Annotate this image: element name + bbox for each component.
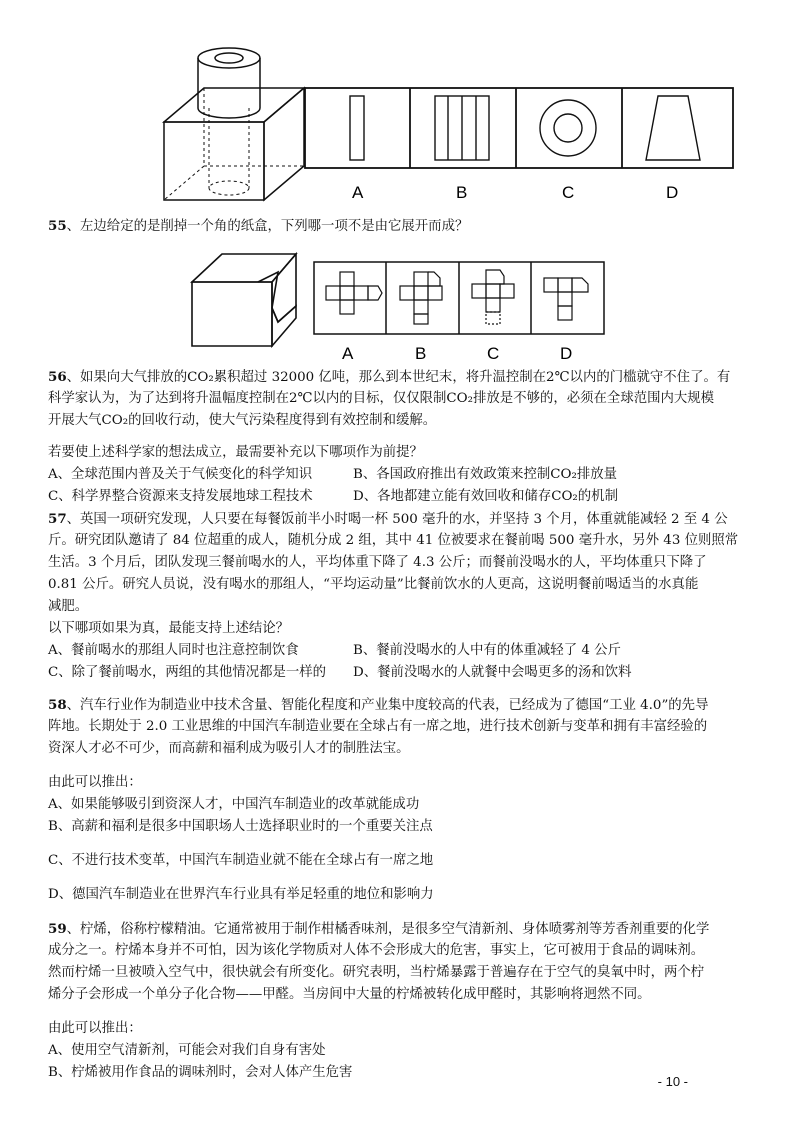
question-57 <box>48 508 760 531</box>
question-59-line-4: 烯分子会形成一个单分子化合物——甲醛。当房间中大量的柠烯被转化成甲醛时，其影响将迥然不同。 <box>48 987 651 1002</box>
question-58-prompt: 由此可以推出： <box>48 775 142 790</box>
question-55 <box>48 215 760 238</box>
question-56 <box>48 366 760 389</box>
question-line-1: 、汽车行业作为制造业中技术含量、智能化程度和产业集中度较高的代表，已经成为了德国“工业 4.0”的先导 <box>66 698 709 713</box>
question-57-line-3: 生活。3 个月后，团队发现三餐前喝水的人，平均体重下降了 4.3 公斤；而餐前没喝水的人，平均体重只下降了 <box>48 555 707 570</box>
question-56-line-3: 开展大气CO₂的回收行动，使大气污染程度得到有效控制和缓解。 <box>48 413 437 428</box>
q56-option-d[interactable]: D、各地都建立能有效回收和储存CO₂的机制 <box>353 489 618 504</box>
question-56-line-2: 科学家认为，为了达到将升温幅度控制在2℃以内的目标，仅仅限制CO₂排放是不够的，必须在全球范围内大规模 <box>48 391 715 406</box>
q57-options-row-1 <box>48 640 760 662</box>
question-line-1: 、如果向大气排放的CO₂累积超过 32000 亿吨，那么到本世纪末，将升温控制在2℃以内的门槛就守不住了。有 <box>66 370 731 385</box>
question-59-line-2: 成分之一。柠烯本身并不可怕，因为该化学物质对人体不会形成大的危害，事实上，它可被用于食品的调味剂。 <box>48 943 705 958</box>
question-59 <box>48 918 760 941</box>
figure-cube-cylinder <box>160 38 740 208</box>
cube-cylinder-drawing <box>164 48 304 200</box>
fig54-label-b: B <box>456 183 468 202</box>
question-59-prompt: 由此可以推出： <box>48 1021 142 1036</box>
question-number: 55 <box>48 218 67 234</box>
fig55-label-d: D <box>560 344 573 363</box>
q56-options-row-2 <box>48 486 760 508</box>
question-line-1: 、柠烯，俗称柠檬精油。它通常被用于制作柑橘香味剂，是很多空气清新剂、身体喷雾剂等芳香剂重要的化学 <box>66 922 710 937</box>
q58-option-c[interactable]: C、不进行技术变革，中国汽车制造业就不能在全球占有一席之地 <box>48 853 434 868</box>
q57-option-a[interactable]: A、餐前喝水的那组人同时也注意控制饮食 <box>48 643 299 658</box>
question-number: 56 <box>48 369 67 385</box>
net-options <box>314 262 604 334</box>
q58-option-b[interactable]: B、高薪和福利是很多中国职场人士选择职业时的一个重要关注点 <box>48 819 433 834</box>
question-58-line-2: 阵地。长期处于 2.0 工业思维的中国汽车制造业要在全球占有一席之地，进行技术创新与变革和拥有丰富经验的 <box>48 719 708 734</box>
question-56-prompt: 若要使上述科学家的想法成立，最需要补充以下哪项作为前提？ <box>48 445 423 460</box>
question-58-line-3: 资深人才必不可少，而高薪和福利成为吸引人才的制胜法宝。 <box>48 741 410 756</box>
fig54-label-c: C <box>562 183 575 202</box>
q56-option-b[interactable]: B、各国政府推出有效政策来控制CO₂排放量 <box>353 467 618 482</box>
fig55-label-b: B <box>415 344 427 363</box>
fig54-label-a: A <box>352 183 364 202</box>
fig54-label-d: D <box>666 183 679 202</box>
fig55-label-a: A <box>342 344 354 363</box>
question-number: 58 <box>48 697 67 713</box>
q57-option-d[interactable]: D、餐前没喝水的人就餐中会喝更多的汤和饮料 <box>353 665 632 680</box>
page-number: - 10 - <box>657 1074 688 1089</box>
question-line-1: 、英国一项研究发现，人只要在每餐饭前半小时喝一杯 500 毫升的水，并坚持 3 个月，体重就能减轻 2 至 4 公 <box>66 512 728 527</box>
question-number: 59 <box>48 921 67 937</box>
question-57-line-4: 0.81 公斤。研究人员说，没有喝水的那组人，“平均运动量”比餐前饮水的人更高，这说明餐前喝适当的水真能 <box>48 577 699 592</box>
question-59-line-3: 然而柠烯一旦被喷入空气中，很快就会有所变化。研究表明，当柠烯暴露于普遍存在于空气的臭氧中时，两个柠 <box>48 965 705 980</box>
q57-option-b[interactable]: B、餐前没喝水的人中有的体重减轻了 4 公斤 <box>353 643 621 658</box>
q59-option-a[interactable]: A、使用空气清新剂，可能会对我们自身有害处 <box>48 1043 326 1058</box>
q58-option-d[interactable]: D、德国汽车制造业在世界汽车行业具有举足轻重的地位和影响力 <box>48 887 434 902</box>
fig55-label-c: C <box>487 344 500 363</box>
view-options <box>305 88 733 168</box>
question-57-prompt: 以下哪项如果为真，最能支持上述结论？ <box>48 621 290 636</box>
question-57-line-5: 减肥。 <box>48 599 89 614</box>
q57-options-row-2 <box>48 662 760 684</box>
q56-option-a[interactable]: A、全球范围内普及关于气候变化的科学知识 <box>48 467 313 482</box>
cut-box-drawing <box>192 254 296 346</box>
question-number: 57 <box>48 511 67 527</box>
q59-option-b[interactable]: B、柠烯被用作食品的调味剂时，会对人体产生危害 <box>48 1065 353 1080</box>
figure-cut-box-nets <box>188 248 608 363</box>
question-58 <box>48 694 760 717</box>
q58-option-a[interactable]: A、如果能够吸引到资深人才，中国汽车制造业的改革就能成功 <box>48 797 420 812</box>
q57-option-c[interactable]: C、除了餐前喝水，两组的其他情况都是一样的 <box>48 665 327 680</box>
q56-options-row-1 <box>48 464 760 486</box>
q56-option-c[interactable]: C、科学界整合资源来支持发展地球工程技术 <box>48 489 313 504</box>
question-57-line-2: 斤。研究团队邀请了 84 位超重的成人，随机分成 2 组，其中 41 位被要求在餐前喝 500 毫升水，另外 43 位则照常 <box>48 533 739 548</box>
question-text: 、左边给定的是削掉一个角的纸盒，下列哪一项不是由它展开而成？ <box>66 219 469 234</box>
